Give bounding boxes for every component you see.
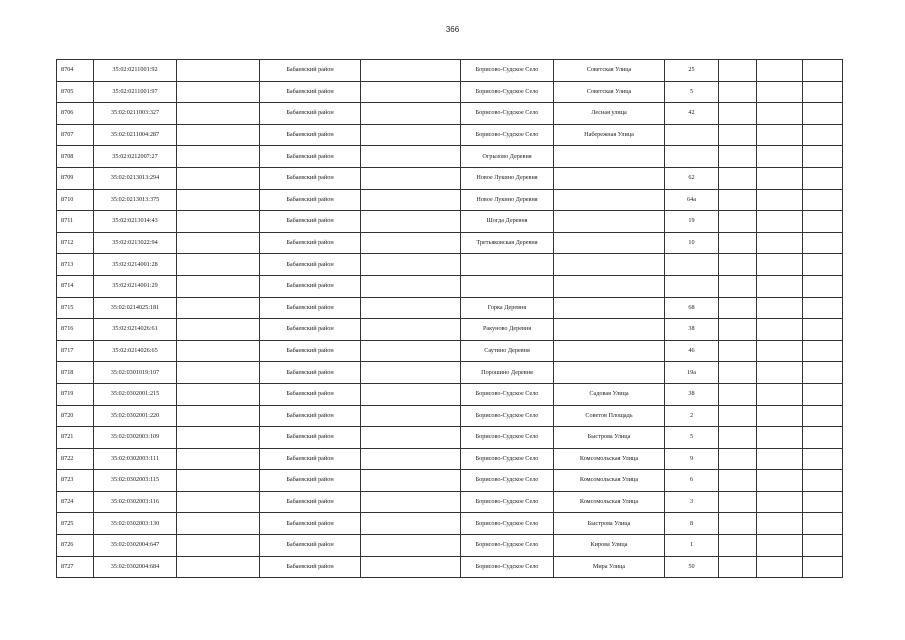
row-number-cell: 8723: [57, 470, 94, 492]
house-number-cell: 19а: [665, 362, 719, 384]
table-body: [57, 60, 843, 578]
row-number-cell: 8725: [57, 513, 94, 535]
empty-cell: [757, 340, 803, 362]
empty-cell: [361, 513, 461, 535]
locality-cell: Борисово-Судское Село: [461, 383, 554, 405]
empty-cell: [803, 124, 843, 146]
table-row: [57, 103, 843, 125]
street-cell: Лесная улица: [554, 103, 665, 125]
table-row: [57, 491, 843, 513]
locality-cell: Шогда Деревня: [461, 211, 554, 233]
row-number-cell: 8706: [57, 103, 94, 125]
district-cell: Бабаевский район: [260, 103, 361, 125]
cadastral-number-cell: 35:02:0214001:29: [94, 275, 177, 297]
empty-cell: [719, 275, 757, 297]
empty-cell: [361, 319, 461, 341]
house-number-cell: [665, 124, 719, 146]
district-cell: Бабаевский район: [260, 167, 361, 189]
locality-cell: Борисово-Судское Село: [461, 124, 554, 146]
house-number-cell: [665, 275, 719, 297]
empty-cell: [803, 319, 843, 341]
street-cell: Комсомольская Улица: [554, 470, 665, 492]
empty-cell: [177, 167, 260, 189]
row-number-cell: 8707: [57, 124, 94, 146]
district-cell: Бабаевский район: [260, 297, 361, 319]
empty-cell: [719, 319, 757, 341]
cadastral-number-cell: 35:02:0302001:215: [94, 383, 177, 405]
empty-cell: [803, 427, 843, 449]
empty-cell: [803, 405, 843, 427]
empty-cell: [803, 556, 843, 578]
empty-cell: [361, 103, 461, 125]
empty-cell: [719, 383, 757, 405]
street-cell: Быстрова Улица: [554, 427, 665, 449]
empty-cell: [177, 427, 260, 449]
cadastral-number-cell: 35:02:0302003:115: [94, 470, 177, 492]
house-number-cell: 42: [665, 103, 719, 125]
street-cell: Набережная Улица: [554, 124, 665, 146]
empty-cell: [719, 167, 757, 189]
locality-cell: Саутино Деревня: [461, 340, 554, 362]
empty-cell: [757, 535, 803, 557]
row-number-cell: 8711: [57, 211, 94, 233]
locality-cell: Борисово-Судское Село: [461, 513, 554, 535]
house-number-cell: 38: [665, 319, 719, 341]
empty-cell: [361, 81, 461, 103]
row-number-cell: 8713: [57, 254, 94, 276]
row-number-cell: 8709: [57, 167, 94, 189]
empty-cell: [361, 535, 461, 557]
empty-cell: [803, 513, 843, 535]
empty-cell: [757, 297, 803, 319]
row-number-cell: 8721: [57, 427, 94, 449]
street-cell: [554, 254, 665, 276]
table-row: [57, 211, 843, 233]
empty-cell: [361, 297, 461, 319]
empty-cell: [757, 319, 803, 341]
table-row: [57, 383, 843, 405]
empty-cell: [177, 535, 260, 557]
street-cell: Садовая Улица: [554, 383, 665, 405]
cadastral-number-cell: 35:02:0211004:287: [94, 124, 177, 146]
house-number-cell: 1: [665, 535, 719, 557]
locality-cell: [461, 254, 554, 276]
table-row: [57, 60, 843, 82]
table-row: [57, 319, 843, 341]
cadastral-number-cell: 35:02:0211001:97: [94, 81, 177, 103]
empty-cell: [361, 275, 461, 297]
house-number-cell: 6: [665, 470, 719, 492]
cadastral-number-cell: 35:02:0302004:684: [94, 556, 177, 578]
empty-cell: [757, 405, 803, 427]
empty-cell: [361, 470, 461, 492]
row-number-cell: 8708: [57, 146, 94, 168]
empty-cell: [719, 513, 757, 535]
locality-cell: Борисово-Судское Село: [461, 405, 554, 427]
empty-cell: [719, 491, 757, 513]
house-number-cell: 62: [665, 167, 719, 189]
empty-cell: [757, 189, 803, 211]
table-row: [57, 146, 843, 168]
empty-cell: [803, 383, 843, 405]
cadastral-number-cell: 35:02:0214025:181: [94, 297, 177, 319]
table-row: [57, 232, 843, 254]
table-row: [57, 189, 843, 211]
empty-cell: [361, 60, 461, 82]
locality-cell: Борисово-Судское Село: [461, 556, 554, 578]
empty-cell: [803, 189, 843, 211]
empty-cell: [803, 167, 843, 189]
house-number-cell: 46: [665, 340, 719, 362]
street-cell: [554, 189, 665, 211]
house-number-cell: 50: [665, 556, 719, 578]
empty-cell: [361, 405, 461, 427]
district-cell: Бабаевский район: [260, 470, 361, 492]
empty-cell: [361, 491, 461, 513]
row-number-cell: 8727: [57, 556, 94, 578]
empty-cell: [177, 124, 260, 146]
empty-cell: [757, 232, 803, 254]
district-cell: Бабаевский район: [260, 383, 361, 405]
empty-cell: [177, 275, 260, 297]
empty-cell: [177, 81, 260, 103]
district-cell: Бабаевский район: [260, 340, 361, 362]
empty-cell: [719, 81, 757, 103]
locality-cell: Борисово-Судское Село: [461, 470, 554, 492]
table-row: [57, 513, 843, 535]
empty-cell: [757, 470, 803, 492]
empty-cell: [803, 470, 843, 492]
locality-cell: Борисово-Судское Село: [461, 103, 554, 125]
district-cell: Бабаевский район: [260, 254, 361, 276]
table-row: [57, 297, 843, 319]
empty-cell: [719, 146, 757, 168]
empty-cell: [719, 103, 757, 125]
empty-cell: [757, 167, 803, 189]
house-number-cell: 19: [665, 211, 719, 233]
district-cell: Бабаевский район: [260, 427, 361, 449]
empty-cell: [803, 211, 843, 233]
row-number-cell: 8705: [57, 81, 94, 103]
locality-cell: Борисово-Судское Село: [461, 448, 554, 470]
cadastral-number-cell: 35:02:0214026:61: [94, 319, 177, 341]
empty-cell: [719, 448, 757, 470]
page-number: 366: [445, 25, 460, 34]
district-cell: Бабаевский район: [260, 513, 361, 535]
cadastral-number-cell: 35:02:0212007:27: [94, 146, 177, 168]
empty-cell: [719, 556, 757, 578]
empty-cell: [757, 103, 803, 125]
locality-cell: Огрызово Деревня: [461, 146, 554, 168]
locality-cell: Третьяковская Деревня: [461, 232, 554, 254]
table-row: [57, 470, 843, 492]
district-cell: Бабаевский район: [260, 189, 361, 211]
district-cell: Бабаевский район: [260, 319, 361, 341]
empty-cell: [177, 146, 260, 168]
district-cell: Бабаевский район: [260, 448, 361, 470]
street-cell: Комсомольская Улица: [554, 448, 665, 470]
street-cell: Быстрова Улица: [554, 513, 665, 535]
district-cell: Бабаевский район: [260, 535, 361, 557]
table-row: [57, 427, 843, 449]
cadastral-number-cell: 35:02:0213013:294: [94, 167, 177, 189]
empty-cell: [719, 297, 757, 319]
cadastral-number-cell: 35:02:0213022:94: [94, 232, 177, 254]
district-cell: Бабаевский район: [260, 275, 361, 297]
row-number-cell: 8716: [57, 319, 94, 341]
empty-cell: [757, 383, 803, 405]
row-number-cell: 8719: [57, 383, 94, 405]
empty-cell: [757, 556, 803, 578]
row-number-cell: 8717: [57, 340, 94, 362]
street-cell: [554, 275, 665, 297]
empty-cell: [757, 146, 803, 168]
empty-cell: [803, 60, 843, 82]
empty-cell: [177, 254, 260, 276]
district-cell: Бабаевский район: [260, 211, 361, 233]
cadastral-number-cell: 35:02:0302003:130: [94, 513, 177, 535]
empty-cell: [757, 513, 803, 535]
row-number-cell: 8718: [57, 362, 94, 384]
empty-cell: [719, 362, 757, 384]
empty-cell: [803, 232, 843, 254]
empty-cell: [177, 362, 260, 384]
empty-cell: [803, 448, 843, 470]
empty-cell: [803, 146, 843, 168]
table-row: [57, 254, 843, 276]
empty-cell: [757, 448, 803, 470]
house-number-cell: [665, 254, 719, 276]
empty-cell: [361, 232, 461, 254]
street-cell: [554, 211, 665, 233]
empty-cell: [361, 124, 461, 146]
empty-cell: [757, 427, 803, 449]
district-cell: Бабаевский район: [260, 81, 361, 103]
row-number-cell: 8724: [57, 491, 94, 513]
locality-cell: Борисово-Судское Село: [461, 535, 554, 557]
row-number-cell: 8720: [57, 405, 94, 427]
empty-cell: [757, 254, 803, 276]
cadastral-number-cell: 35:02:0302004:647: [94, 535, 177, 557]
district-cell: Бабаевский район: [260, 491, 361, 513]
row-number-cell: 8714: [57, 275, 94, 297]
cadastral-number-cell: 35:02:0301019:107: [94, 362, 177, 384]
empty-cell: [361, 189, 461, 211]
empty-cell: [177, 556, 260, 578]
house-number-cell: 5: [665, 81, 719, 103]
empty-cell: [177, 189, 260, 211]
street-cell: Советская Улица: [554, 60, 665, 82]
house-number-cell: 25: [665, 60, 719, 82]
empty-cell: [177, 103, 260, 125]
empty-cell: [361, 556, 461, 578]
empty-cell: [719, 211, 757, 233]
empty-cell: [757, 124, 803, 146]
street-cell: [554, 146, 665, 168]
empty-cell: [803, 535, 843, 557]
street-cell: [554, 362, 665, 384]
district-cell: Бабаевский район: [260, 362, 361, 384]
empty-cell: [177, 232, 260, 254]
house-number-cell: 10: [665, 232, 719, 254]
empty-cell: [757, 60, 803, 82]
empty-cell: [177, 319, 260, 341]
house-number-cell: [665, 146, 719, 168]
empty-cell: [719, 232, 757, 254]
empty-cell: [361, 448, 461, 470]
street-cell: Кирова Улица: [554, 535, 665, 557]
house-number-cell: 5: [665, 427, 719, 449]
empty-cell: [757, 211, 803, 233]
cadastral-number-cell: 35:02:0302003:111: [94, 448, 177, 470]
empty-cell: [719, 189, 757, 211]
empty-cell: [803, 340, 843, 362]
empty-cell: [803, 491, 843, 513]
empty-cell: [757, 275, 803, 297]
empty-cell: [719, 405, 757, 427]
house-number-cell: 2: [665, 405, 719, 427]
street-cell: [554, 319, 665, 341]
empty-cell: [803, 297, 843, 319]
locality-cell: Борисово-Судское Село: [461, 427, 554, 449]
locality-cell: Горка Деревня: [461, 297, 554, 319]
empty-cell: [757, 491, 803, 513]
empty-cell: [361, 167, 461, 189]
locality-cell: Новое Лукино Деревня: [461, 167, 554, 189]
locality-cell: Борисово-Судское Село: [461, 491, 554, 513]
row-number-cell: 8726: [57, 535, 94, 557]
house-number-cell: 3: [665, 491, 719, 513]
cadastral-number-cell: 35:02:0211001:92: [94, 60, 177, 82]
empty-cell: [177, 383, 260, 405]
empty-cell: [719, 427, 757, 449]
street-cell: [554, 340, 665, 362]
street-cell: [554, 297, 665, 319]
property-registry-table: [56, 59, 843, 578]
empty-cell: [361, 211, 461, 233]
empty-cell: [177, 405, 260, 427]
empty-cell: [177, 513, 260, 535]
empty-cell: [361, 383, 461, 405]
empty-cell: [361, 254, 461, 276]
cadastral-number-cell: 35:02:0302003:109: [94, 427, 177, 449]
empty-cell: [361, 362, 461, 384]
empty-cell: [719, 470, 757, 492]
empty-cell: [719, 340, 757, 362]
empty-cell: [803, 103, 843, 125]
empty-cell: [803, 254, 843, 276]
locality-cell: [461, 275, 554, 297]
empty-cell: [361, 340, 461, 362]
row-number-cell: 8715: [57, 297, 94, 319]
district-cell: Бабаевский район: [260, 232, 361, 254]
table-row: [57, 405, 843, 427]
district-cell: Бабаевский район: [260, 405, 361, 427]
district-cell: Бабаевский район: [260, 556, 361, 578]
empty-cell: [361, 427, 461, 449]
row-number-cell: 8722: [57, 448, 94, 470]
locality-cell: Ракуново Деревня: [461, 319, 554, 341]
street-cell: Мира Улица: [554, 556, 665, 578]
row-number-cell: 8704: [57, 60, 94, 82]
table-row: [57, 167, 843, 189]
empty-cell: [361, 146, 461, 168]
empty-cell: [719, 254, 757, 276]
cadastral-number-cell: 35:02:0211003:327: [94, 103, 177, 125]
row-number-cell: 8710: [57, 189, 94, 211]
street-cell: Комсомольская Улица: [554, 491, 665, 513]
house-number-cell: 68: [665, 297, 719, 319]
house-number-cell: 38: [665, 383, 719, 405]
table-row: [57, 362, 843, 384]
empty-cell: [719, 535, 757, 557]
cadastral-number-cell: 35:02:0213014:43: [94, 211, 177, 233]
table-row: [57, 448, 843, 470]
empty-cell: [177, 60, 260, 82]
table-row: [57, 81, 843, 103]
house-number-cell: 8: [665, 513, 719, 535]
locality-cell: Борисово-Судское Село: [461, 60, 554, 82]
locality-cell: Новое Лукино Деревня: [461, 189, 554, 211]
cadastral-number-cell: 35:02:0213013:375: [94, 189, 177, 211]
district-cell: Бабаевский район: [260, 124, 361, 146]
empty-cell: [177, 340, 260, 362]
empty-cell: [757, 81, 803, 103]
empty-cell: [177, 448, 260, 470]
district-cell: Бабаевский район: [260, 146, 361, 168]
table-row: [57, 535, 843, 557]
locality-cell: Борисово-Судское Село: [461, 81, 554, 103]
street-cell: Советов Площадь: [554, 405, 665, 427]
empty-cell: [757, 362, 803, 384]
empty-cell: [719, 60, 757, 82]
empty-cell: [719, 124, 757, 146]
row-number-cell: 8712: [57, 232, 94, 254]
cadastral-number-cell: 35:02:0214001:28: [94, 254, 177, 276]
cadastral-number-cell: 35:02:0302003:116: [94, 491, 177, 513]
cadastral-number-cell: 35:02:0214026:65: [94, 340, 177, 362]
street-cell: Советская Улица: [554, 81, 665, 103]
table-row: [57, 340, 843, 362]
table-row: [57, 124, 843, 146]
table-row: [57, 275, 843, 297]
district-cell: Бабаевский район: [260, 60, 361, 82]
house-number-cell: 9: [665, 448, 719, 470]
street-cell: [554, 232, 665, 254]
table-row: [57, 556, 843, 578]
house-number-cell: 64а: [665, 189, 719, 211]
empty-cell: [177, 491, 260, 513]
cadastral-number-cell: 35:02:0302001:220: [94, 405, 177, 427]
locality-cell: Порошино Деревня: [461, 362, 554, 384]
street-cell: [554, 167, 665, 189]
empty-cell: [177, 297, 260, 319]
empty-cell: [177, 211, 260, 233]
empty-cell: [803, 362, 843, 384]
empty-cell: [803, 81, 843, 103]
empty-cell: [803, 275, 843, 297]
empty-cell: [177, 470, 260, 492]
